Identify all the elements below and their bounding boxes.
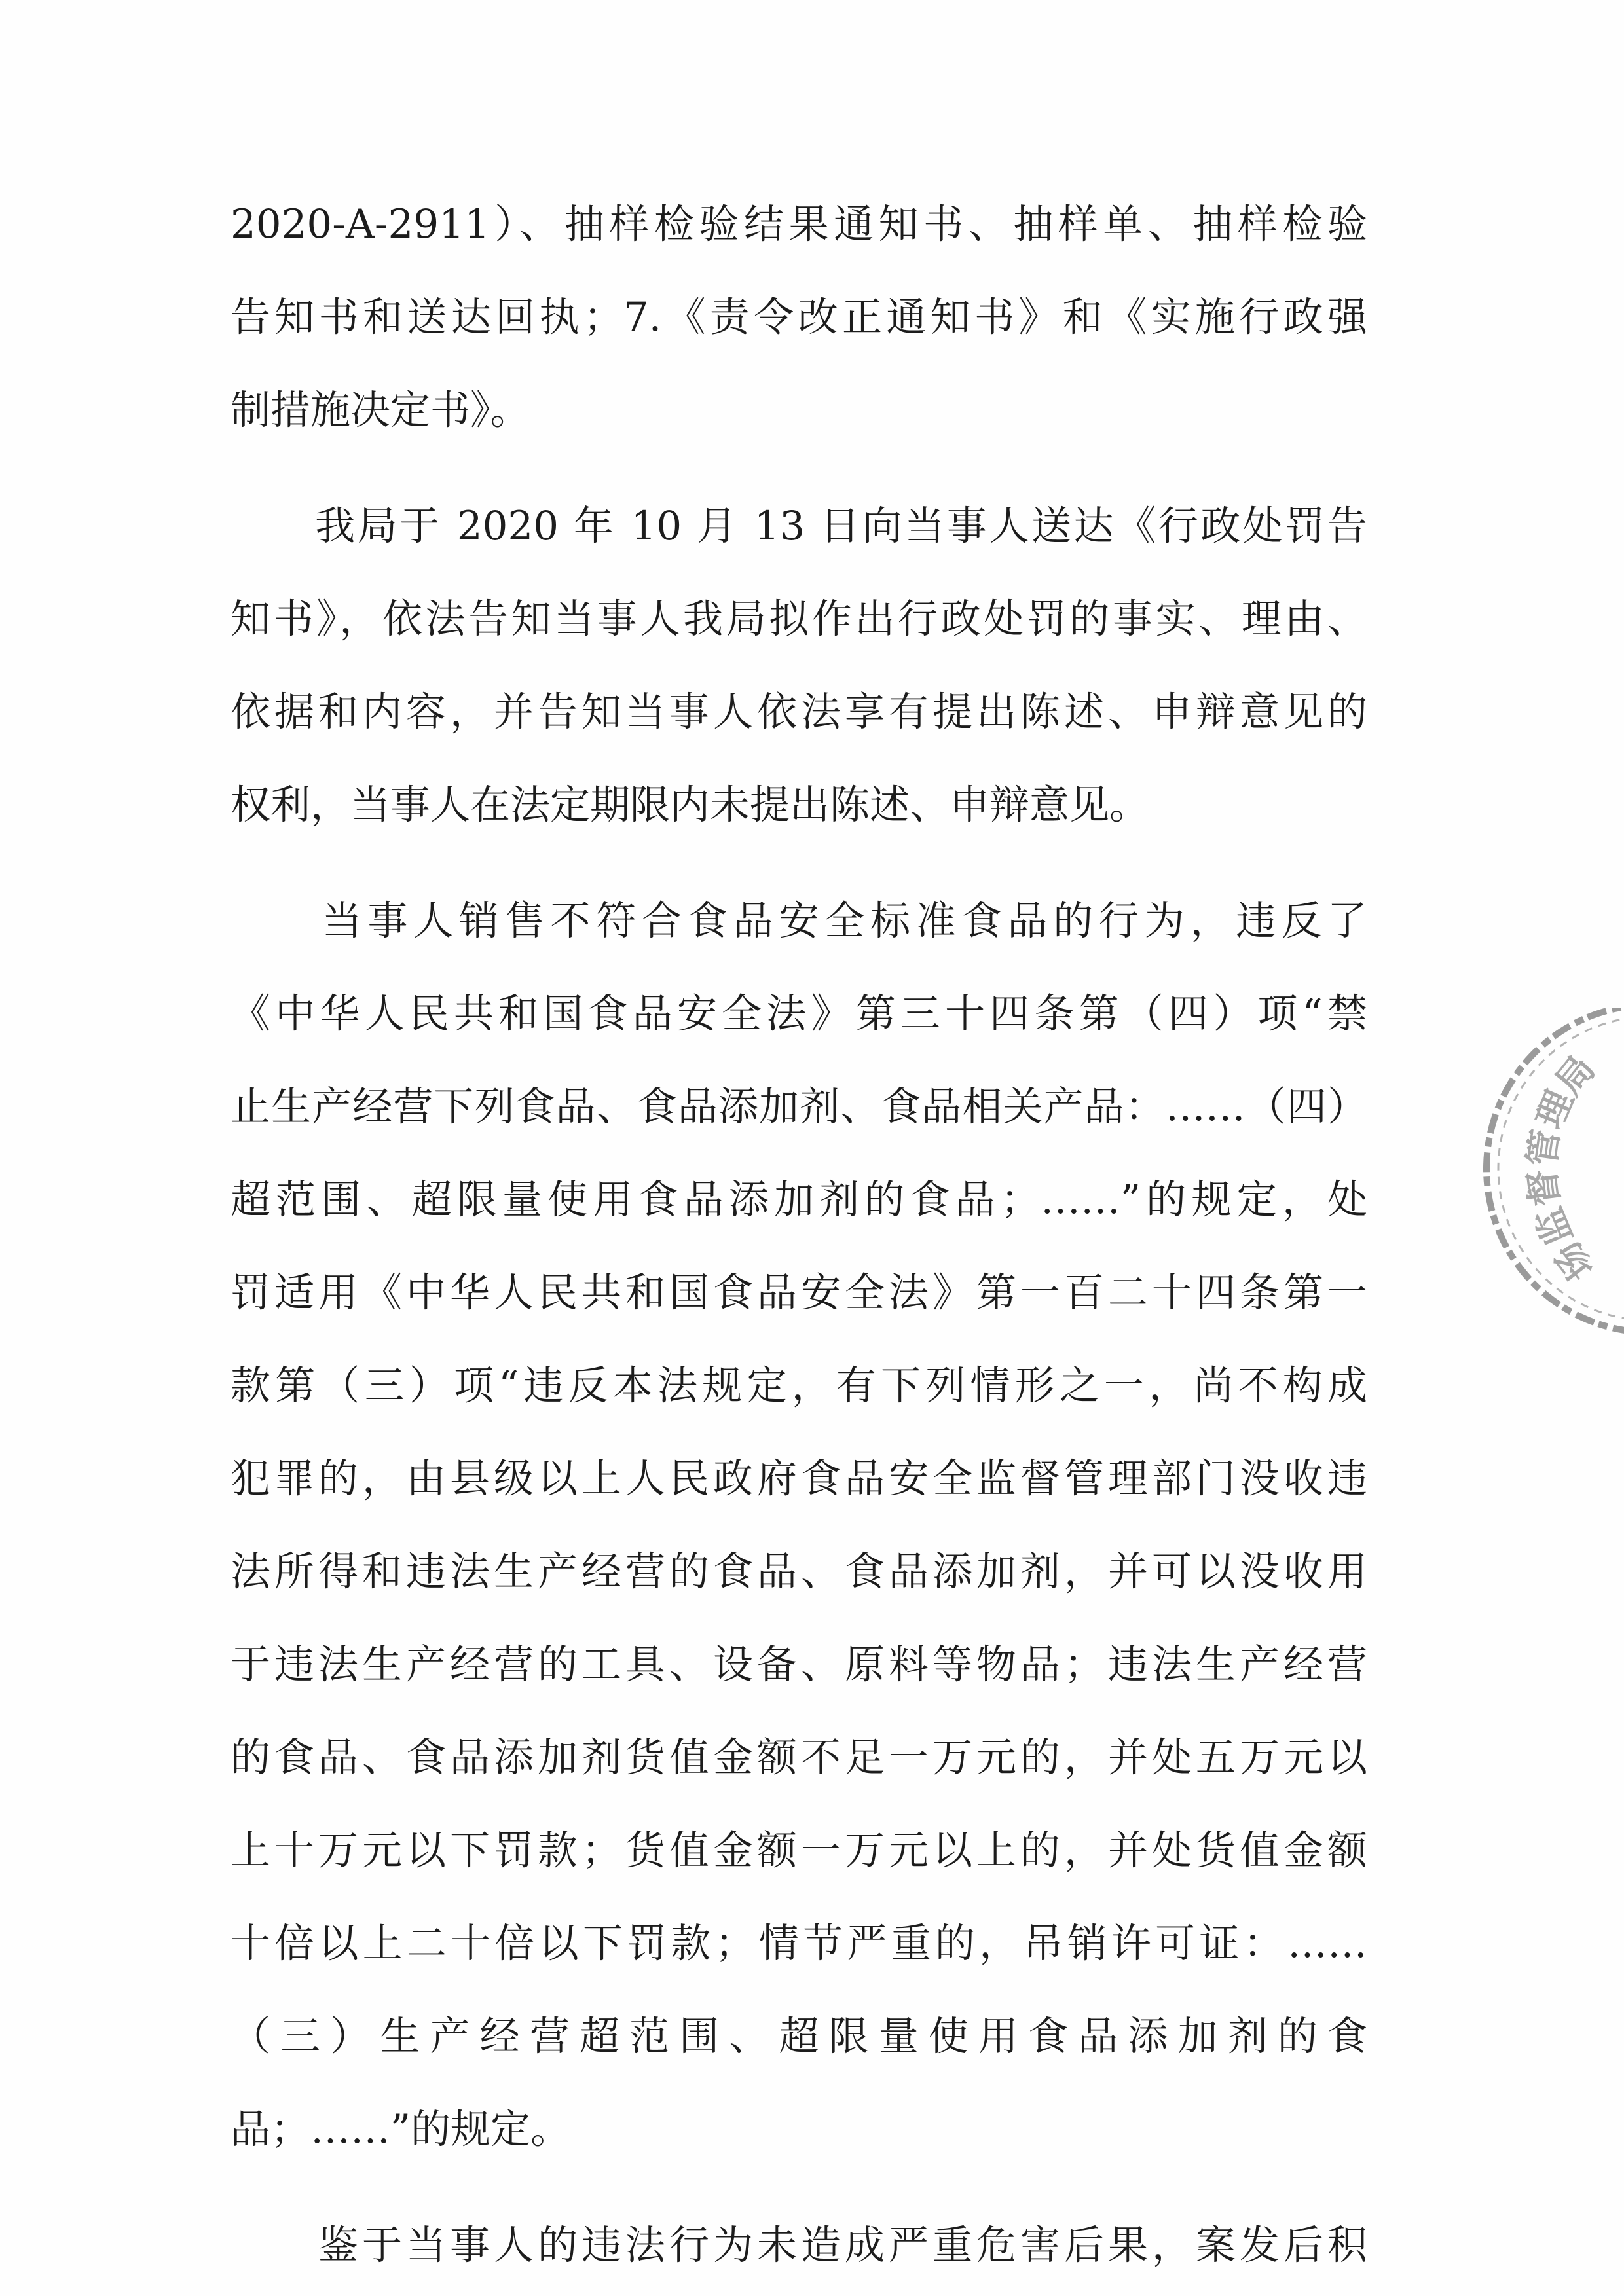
text-line: 权利，当事人在法定期限内未提出陈述、申辩意见。 <box>231 782 1150 828</box>
text-line: 制措施决定书》。 <box>231 387 530 433</box>
paragraph-legal-basis <box>231 875 1367 2176</box>
text-line: 《中华人民共和国食品安全法》第三十四条第（四）项“禁 <box>231 991 1367 1037</box>
paragraph-mitigation <box>231 2199 1367 2292</box>
text-line: 的食品、食品添加剂货值金额不足一万元的，并处五万元以 <box>231 1734 1367 1781</box>
paragraph-evidence-list <box>231 178 1367 457</box>
text-line: 告知书和送达回执；7.《责令改正通知书》和《实施行政强 <box>231 294 1367 340</box>
text-line: 超范围、超限量使用食品添加剂的食品；……”的规定，处 <box>231 1176 1367 1223</box>
text-line: 品；……”的规定。 <box>231 2106 571 2153</box>
text-line: 止生产经营下列食品、食品添加剂、食品相关产品：……（四） <box>231 1084 1367 1130</box>
text-line: 于违法生产经营的工具、设备、原料等物品；违法生产经营 <box>231 1641 1367 1688</box>
official-seal <box>1467 1008 1624 1349</box>
text-line: 2020-A-2911）、抽样检验结果通知书、抽样单、抽样检验 <box>231 201 1367 247</box>
text-line: 鉴于当事人的违法行为未造成严重危害后果，案发后积 <box>231 2222 1367 2269</box>
text-line: 知书》，依法告知当事人我局拟作出行政处罚的事实、理由、 <box>231 596 1367 642</box>
paragraph-notice-delivery <box>231 480 1367 852</box>
text-line: 上十万元以下罚款；货值金额一万元以上的，并处货值金额 <box>231 1827 1367 1874</box>
text-line: 依据和内容，并告知当事人依法享有提出陈述、申辩意见的 <box>231 689 1367 735</box>
text-line: 罚适用《中华人民共和国食品安全法》第一百二十四条第一 <box>231 1269 1367 1316</box>
seal-text: 场监督管理局 <box>1521 1048 1604 1288</box>
svg-text:场监督管理局 <box>1521 1048 1604 1288</box>
text-line: 法所得和违法生产经营的食品、食品添加剂，并可以没收用 <box>231 1548 1367 1595</box>
text-line: 我局于 2020 年 10 月 13 日向当事人送达《行政处罚告 <box>231 503 1367 549</box>
text-line: 当事人销售不符合食品安全标准食品的行为，违反了 <box>231 898 1367 944</box>
text-line: 款第（三）项“违反本法规定，有下列情形之一，尚不构成 <box>231 1362 1367 1409</box>
text-line: 犯罪的，由县级以上人民政府食品安全监督管理部门没收违 <box>231 1455 1367 1502</box>
text-line: （三）生产经营超范围、超限量使用食品添加剂的食 <box>231 2013 1367 2060</box>
document-body <box>231 178 1367 2292</box>
text-line: 十倍以上二十倍以下罚款；情节严重的，吊销许可证：…… <box>231 1920 1367 1967</box>
